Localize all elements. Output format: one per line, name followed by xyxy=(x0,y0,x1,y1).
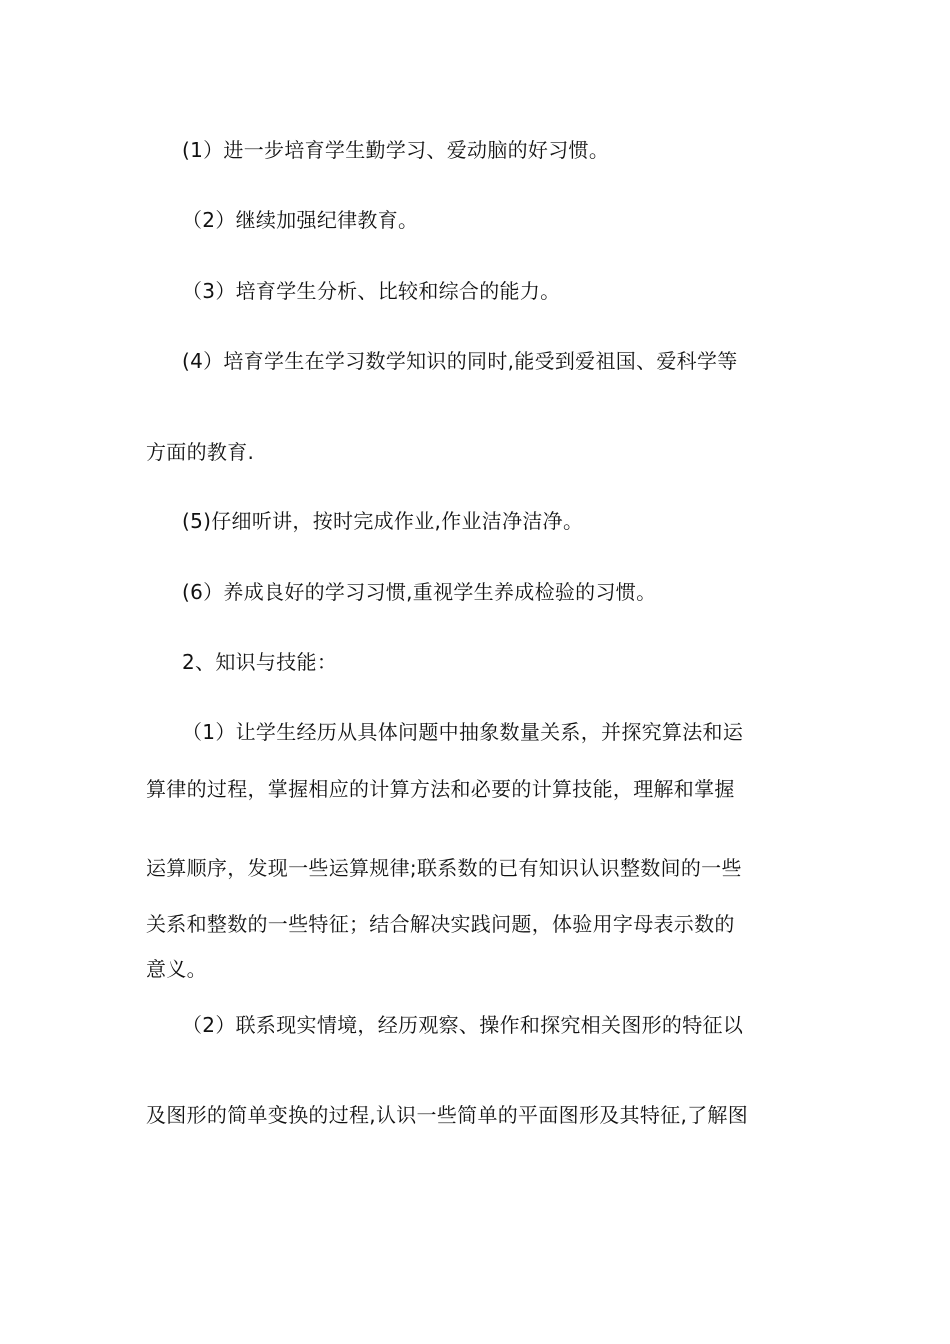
text-line: （3）培育学生分析、比较和综合的能力。 xyxy=(182,279,561,303)
text-line: （2）继续加强纪律教育。 xyxy=(182,208,419,232)
text-line: (1）进一步培育学生勤学习、爱动脑的好习惯。 xyxy=(182,138,610,162)
text-line: 意义。 xyxy=(146,957,207,981)
text-line: (6）养成良好的学习习惯,重视学生养成检验的习惯。 xyxy=(182,580,657,604)
section-heading: 2、知识与技能： xyxy=(182,650,338,674)
text-line: 及图形的简单变换的过程,认识一些简单的平面图形及其特征,了解图 xyxy=(146,1103,749,1127)
text-line: 运算顺序，发现一些运算规律;联系数的已有知识认识整数间的一些 xyxy=(146,856,742,880)
text-line: (4）培育学生在学习数学知识的同时,能受到爱祖国、爱科学等 xyxy=(182,349,738,373)
text-line: 方面的教育. xyxy=(146,440,255,464)
text-line: （1）让学生经历从具体问题中抽象数量关系，并探究算法和运 xyxy=(182,720,744,744)
text-line: (5)仔细听讲，按时完成作业,作业洁净洁净。 xyxy=(182,509,584,533)
text-line: 关系和整数的一些特征；结合解决实践问题，体验用字母表示数的 xyxy=(146,912,735,936)
text-line: （2）联系现实情境，经历观察、操作和探究相关图形的特征以 xyxy=(182,1013,744,1037)
text-line: 算律的过程，掌握相应的计算方法和必要的计算技能，理解和掌握 xyxy=(146,777,735,801)
